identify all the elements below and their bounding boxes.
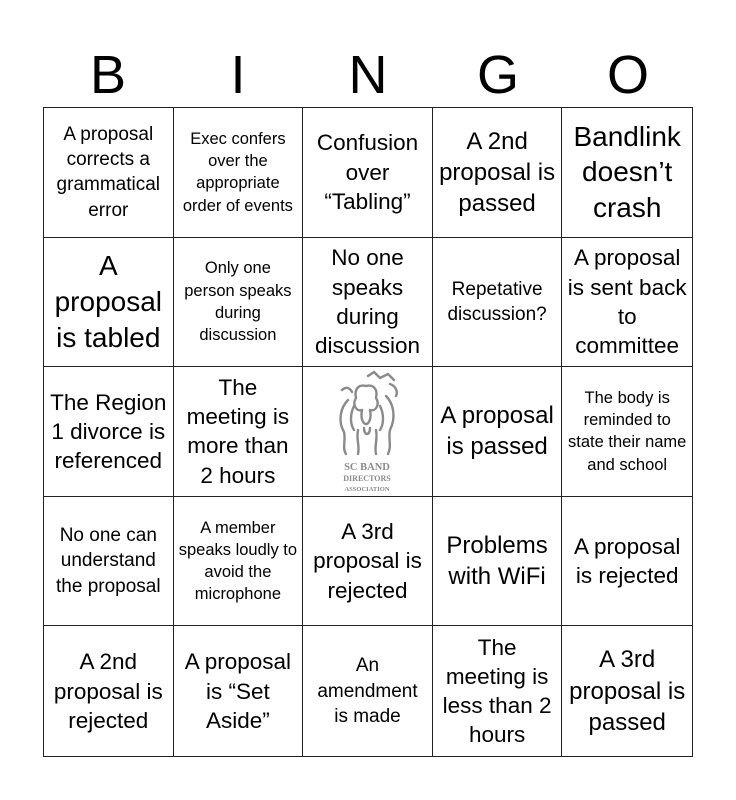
conductor-logo-icon (330, 370, 404, 494)
bingo-cell[interactable] (562, 497, 692, 627)
bingo-cell[interactable] (433, 367, 563, 497)
bingo-cell[interactable] (44, 108, 174, 238)
bingo-cell[interactable] (562, 238, 692, 368)
logo-text-line: ASSOCIATION (344, 485, 390, 493)
bingo-cell[interactable] (174, 626, 304, 756)
cell-text: A proposal corrects a grammatical error (56, 123, 161, 221)
bingo-board (43, 107, 693, 757)
cell-text: A proposal is sent back to committee (567, 245, 687, 359)
bingo-cell[interactable] (303, 108, 433, 238)
header-letter-n: N (348, 45, 388, 105)
cell-text: Problems with WiFi (446, 531, 548, 591)
cell-text: A 2nd proposal is rejected (53, 649, 163, 733)
bingo-cell[interactable] (562, 367, 692, 497)
cell-text: The body is reminded to state their name and school (568, 388, 687, 474)
bingo-cell[interactable] (174, 367, 304, 497)
bingo-cell[interactable] (433, 626, 563, 756)
header-letter-i: I (230, 45, 246, 105)
cell-text: The Region 1 divorce is referenced (50, 389, 167, 474)
cell-text: An amendment is made (317, 655, 418, 727)
bingo-cell[interactable] (433, 238, 563, 368)
cell-text: Bandlink doesn’t crash (573, 120, 681, 224)
logo-text-line: SC BAND (344, 461, 391, 473)
cell-text: The meeting is less than 2 hours (442, 634, 552, 748)
cell-text: A proposal is passed (440, 402, 554, 461)
cell-text: A proposal is rejected (574, 533, 681, 589)
bingo-cell[interactable] (44, 238, 174, 368)
cell-text: Only one person speaks during discussion (184, 259, 292, 345)
cell-text: Repetative discussion? (447, 278, 547, 325)
bingo-cell[interactable] (44, 367, 174, 497)
bingo-header (43, 44, 693, 106)
bingo-cell[interactable] (303, 497, 433, 627)
bingo-cell[interactable] (562, 108, 692, 238)
logo-text-line: DIRECTORS (343, 473, 392, 483)
bingo-cell[interactable] (303, 626, 433, 756)
cell-text: A 3rd proposal is rejected (313, 519, 422, 603)
cell-text: A member speaks loudly to avoid the microphone (178, 518, 298, 604)
bingo-cell[interactable] (433, 108, 563, 238)
cell-text: No one speaks during discussion (314, 245, 421, 359)
bingo-cell[interactable] (562, 626, 692, 756)
bingo-cell[interactable] (174, 238, 304, 368)
bingo-cell[interactable] (303, 238, 433, 368)
header-letter-g: G (476, 45, 519, 105)
cell-text: A proposal is tabled (54, 250, 162, 353)
cell-text: A proposal is “Set Aside” (184, 649, 292, 733)
cell-text: A 3rd proposal is passed (569, 646, 686, 736)
cell-text: No one can understand the proposal (56, 525, 161, 597)
header-letter-b: B (89, 45, 127, 105)
cell-text: Confusion over “Tabling” (316, 130, 419, 214)
header-letter-o: O (606, 45, 649, 105)
bingo-cell[interactable] (433, 497, 563, 627)
free-space (303, 367, 433, 497)
cell-text: Exec confers over the appropriate order of events (182, 129, 293, 215)
bingo-cell[interactable] (174, 497, 304, 627)
bingo-cell[interactable] (44, 497, 174, 627)
cell-text: The meeting is more than 2 hours (186, 374, 290, 488)
cell-text: A 2nd proposal is passed (439, 127, 556, 217)
bingo-cell[interactable] (174, 108, 304, 238)
bingo-cell[interactable] (44, 626, 174, 756)
